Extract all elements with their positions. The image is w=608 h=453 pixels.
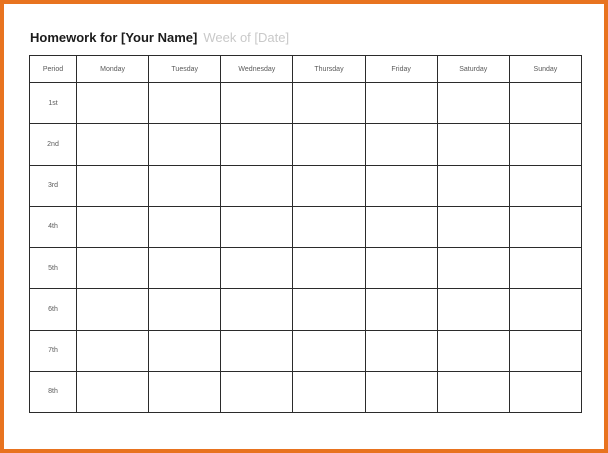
homework-cell[interactable]	[149, 330, 221, 371]
homework-cell[interactable]	[221, 289, 293, 330]
homework-cell[interactable]	[149, 165, 221, 206]
homework-cell[interactable]	[293, 165, 365, 206]
homework-cell[interactable]	[437, 124, 509, 165]
homework-cell[interactable]	[365, 248, 437, 289]
homework-cell[interactable]	[437, 371, 509, 412]
homework-cell[interactable]	[509, 165, 581, 206]
table-row	[30, 206, 582, 247]
header-sunday: Sunday	[509, 56, 581, 83]
table-row	[30, 330, 582, 371]
table-row	[30, 124, 582, 165]
homework-cell[interactable]	[221, 124, 293, 165]
homework-cell[interactable]	[221, 165, 293, 206]
homework-cell[interactable]	[77, 83, 149, 124]
header-saturday: Saturday	[437, 56, 509, 83]
header-row	[30, 56, 582, 83]
homework-cell[interactable]	[149, 124, 221, 165]
homework-cell[interactable]	[509, 124, 581, 165]
homework-cell[interactable]	[77, 371, 149, 412]
homework-cell[interactable]	[365, 124, 437, 165]
homework-cell[interactable]	[365, 289, 437, 330]
period-label: 8th	[30, 371, 77, 412]
homework-table	[29, 55, 582, 413]
homework-cell[interactable]	[293, 83, 365, 124]
period-label: 5th	[30, 248, 77, 289]
homework-cell[interactable]	[221, 330, 293, 371]
homework-cell[interactable]	[437, 83, 509, 124]
table-row	[30, 289, 582, 330]
period-label: 7th	[30, 330, 77, 371]
period-label: 6th	[30, 289, 77, 330]
homework-cell[interactable]	[365, 206, 437, 247]
table-row	[30, 83, 582, 124]
page-title	[30, 30, 289, 45]
homework-cell[interactable]	[77, 124, 149, 165]
header-period: Period	[30, 56, 77, 83]
homework-cell[interactable]	[509, 206, 581, 247]
homework-cell[interactable]	[365, 330, 437, 371]
homework-cell[interactable]	[77, 330, 149, 371]
homework-cell[interactable]	[293, 289, 365, 330]
homework-cell[interactable]	[437, 165, 509, 206]
homework-cell[interactable]	[221, 83, 293, 124]
homework-cell[interactable]	[437, 206, 509, 247]
homework-cell[interactable]	[77, 165, 149, 206]
homework-cell[interactable]	[509, 289, 581, 330]
header-wednesday: Wednesday	[221, 56, 293, 83]
period-label: 4th	[30, 206, 77, 247]
homework-cell[interactable]	[365, 165, 437, 206]
homework-cell[interactable]	[149, 83, 221, 124]
header-tuesday: Tuesday	[149, 56, 221, 83]
homework-cell[interactable]	[149, 248, 221, 289]
homework-cell[interactable]	[149, 289, 221, 330]
homework-cell[interactable]	[509, 330, 581, 371]
homework-cell[interactable]	[149, 206, 221, 247]
homework-cell[interactable]	[221, 248, 293, 289]
header-monday: Monday	[77, 56, 149, 83]
homework-cell[interactable]	[77, 289, 149, 330]
table-row	[30, 371, 582, 412]
header-thursday: Thursday	[293, 56, 365, 83]
title-main: Homework for [Your Name]	[30, 30, 198, 45]
homework-cell[interactable]	[509, 371, 581, 412]
table-row	[30, 248, 582, 289]
homework-cell[interactable]	[509, 248, 581, 289]
homework-cell[interactable]	[293, 371, 365, 412]
homework-cell[interactable]	[293, 248, 365, 289]
homework-cell[interactable]	[365, 83, 437, 124]
period-label: 2nd	[30, 124, 77, 165]
header-friday: Friday	[365, 56, 437, 83]
homework-cell[interactable]	[437, 248, 509, 289]
table-row	[30, 165, 582, 206]
period-label: 1st	[30, 83, 77, 124]
homework-cell[interactable]	[221, 206, 293, 247]
homework-cell[interactable]	[293, 124, 365, 165]
period-label: 3rd	[30, 165, 77, 206]
homework-cell[interactable]	[509, 83, 581, 124]
title-week: Week of [Date]	[203, 30, 290, 45]
homework-cell[interactable]	[221, 371, 293, 412]
homework-cell[interactable]	[77, 248, 149, 289]
homework-cell[interactable]	[77, 206, 149, 247]
homework-cell[interactable]	[293, 206, 365, 247]
homework-cell[interactable]	[437, 330, 509, 371]
homework-cell[interactable]	[365, 371, 437, 412]
homework-cell[interactable]	[293, 330, 365, 371]
homework-cell[interactable]	[437, 289, 509, 330]
homework-cell[interactable]	[149, 371, 221, 412]
